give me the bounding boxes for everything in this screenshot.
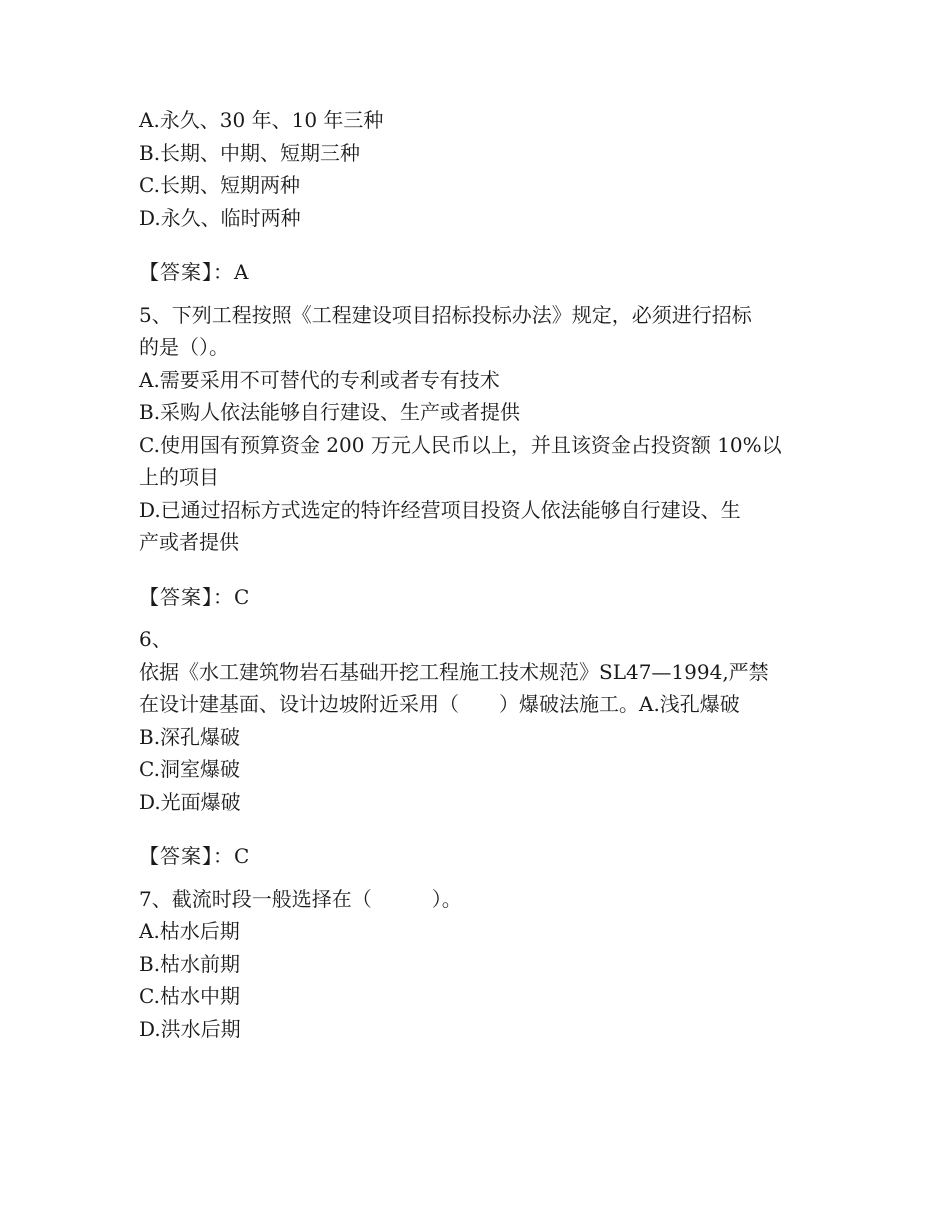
option-c-continued: 上的项目 (139, 465, 219, 489)
question-stem: 的是（）。 (139, 335, 229, 359)
question-stem: 5、下列工程按照《工程建设项目招标投标办法》规定，必须进行招标 (139, 302, 752, 327)
option-c: C.使用国有预算资金 200 万元人民币以上，并且该资金占投资额 10%以 (139, 432, 782, 457)
option-d: D.洪水后期 (139, 1016, 241, 1041)
spacer (139, 559, 809, 581)
option-a: A.永久、30 年、10 年三种 (139, 108, 384, 132)
option-d-continued: 产或者提供 (139, 530, 239, 554)
question-number: 6、 (139, 627, 172, 651)
question-5 (139, 299, 809, 624)
question-7 (139, 883, 809, 1046)
option-d: D.光面爆破 (139, 789, 241, 814)
option-c: C.枯水中期 (139, 984, 240, 1008)
spacer (139, 873, 809, 883)
spacer (139, 289, 809, 299)
option-c: C.洞室爆破 (139, 757, 240, 781)
answer-label: 【答案】：C (139, 844, 251, 868)
question-6 (139, 623, 809, 883)
option-b: B.采购人依法能够自行建设、生产或者提供 (139, 400, 521, 424)
question-4 (139, 104, 809, 299)
answer-label: 【答案】：C (139, 584, 251, 609)
question-stem: 依据《水工建筑物岩石基础开挖工程施工技术规范》SL47—1994,严禁 (139, 659, 769, 684)
option-b: B.长期、中期、短期三种 (139, 140, 361, 165)
document-page (139, 104, 809, 1045)
option-b: B.深孔爆破 (139, 724, 241, 749)
option-c: C.长期、短期两种 (139, 173, 300, 197)
option-a: A.需要采用不可替代的专利或者专有技术 (139, 367, 500, 392)
question-stem: 7、截流时段一般选择在（ ）。 (139, 886, 462, 911)
option-d: D.已通过招标方式选定的特许经营项目投资人依法能够自行建设、生 (139, 497, 741, 522)
spacer (139, 234, 809, 256)
option-b: B.枯水前期 (139, 951, 241, 976)
option-a: A.枯水后期 (139, 919, 240, 943)
answer-label: 【答案】：A (139, 260, 250, 284)
option-d: D.永久、临时两种 (139, 205, 301, 230)
question-stem: 在设计建基面、设计边坡附近采用（ ）爆破法施工。A.浅孔爆破 (139, 692, 740, 716)
spacer (139, 613, 809, 623)
spacer (139, 818, 809, 840)
